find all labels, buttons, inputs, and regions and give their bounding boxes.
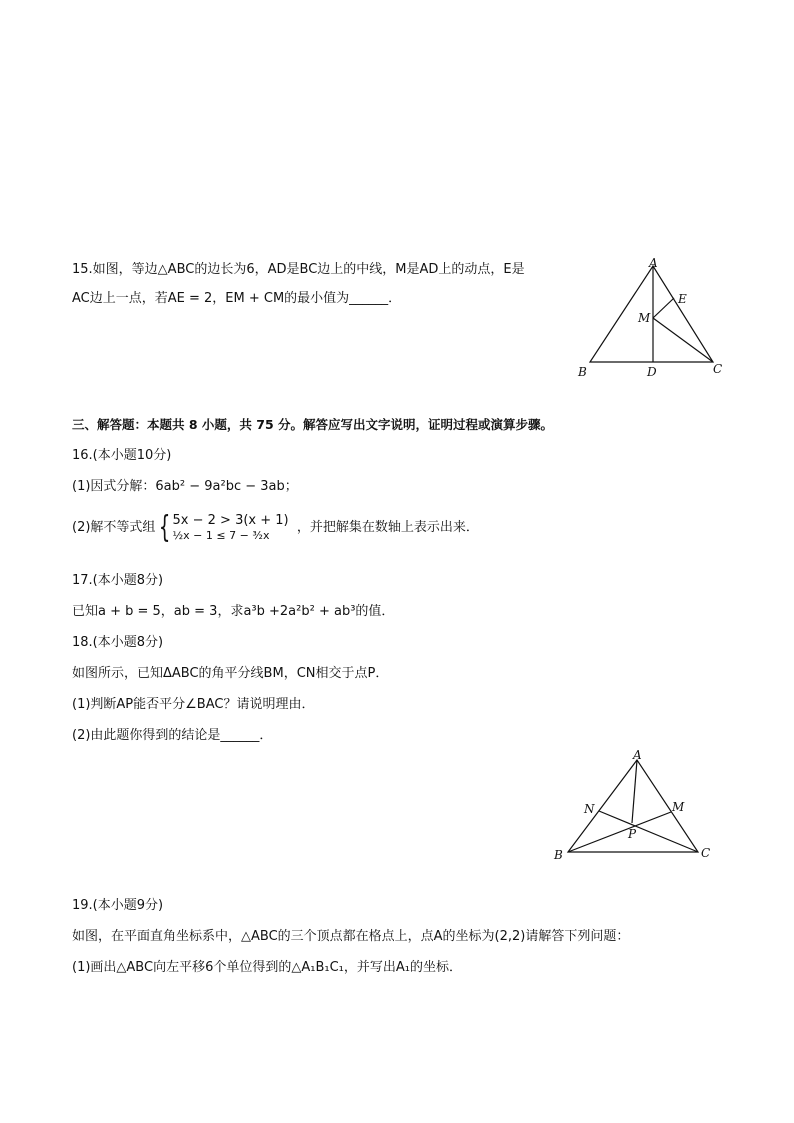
- section3-heading: 三、解答题：本题共 8 小题，共 75 分。解答应写出文字说明，证明过程或演算步骤。: [72, 417, 554, 432]
- q19-title: 19.(本小题9分): [72, 898, 164, 913]
- q18-figure: [548, 746, 723, 864]
- q16-part2: [72, 509, 479, 545]
- q15-label-b: B: [578, 365, 587, 379]
- q17-title: 17.(本小题8分): [72, 573, 164, 588]
- q16-part2-suffix: ，并把解集在数轴上表示出来．: [296, 520, 479, 535]
- q19-text: 如图，在平面直角坐标系中，△ABC的三个顶点都在格点上，点A的坐标为(2,2)请解答下列问题：: [72, 929, 630, 944]
- q15-label-d: D: [647, 365, 657, 379]
- q15-label-e: E: [678, 292, 687, 306]
- q15-figure: [575, 258, 725, 383]
- q15-segment-mc: [653, 318, 713, 362]
- q18-segment-ap: [632, 760, 637, 823]
- q17-text: 已知a + b = 5，ab = 3，求a³b +2a²b² + ab³的值．: [72, 604, 395, 619]
- q19-part1: (1)画出△ABC向左平移6个单位得到的△A₁B₁C₁，并写出A₁的坐标．: [72, 960, 462, 975]
- q15-triangle-abc: [590, 266, 713, 362]
- q15-segment-me: [653, 298, 674, 318]
- q15-label-a: A: [649, 258, 658, 270]
- q18-bisector-cn: [599, 811, 698, 852]
- q18-label-n: N: [584, 802, 595, 816]
- q15-label-c: C: [713, 362, 723, 376]
- q18-title: 18.(本小题8分): [72, 635, 164, 650]
- q18-label-a: A: [633, 748, 642, 762]
- q15-label-m: M: [638, 311, 651, 325]
- q15-line2: AC边上一点，若AE = 2，EM + CM的最小值为______．: [72, 291, 402, 306]
- q18-label-b: B: [554, 848, 563, 862]
- q15-line1: 15.如图，等边△ABC的边长为6，AD是BC边上的中线，M是AD上的动点，E是: [72, 262, 525, 277]
- q18-text: 如图所示，已知ΔABC的角平分线BM，CN相交于点P．: [72, 666, 389, 681]
- q18-part2: (2)由此题你得到的结论是______．: [72, 728, 273, 743]
- q16-ineq1: 5x − 2 > 3(x + 1): [172, 512, 289, 528]
- q18-part1: (1)判断AP能否平分∠BAC？请说明理由．: [72, 697, 315, 712]
- q16-brace: {: [159, 509, 171, 545]
- q16-part1: (1)因式分解：6ab² − 9a²bc − 3ab；: [72, 479, 298, 494]
- q16-part2-prefix: (2)解不等式组: [72, 520, 156, 535]
- q16-inequality-system: [173, 513, 289, 543]
- q18-label-m: M: [672, 800, 685, 814]
- q18-label-c: C: [701, 846, 711, 860]
- q18-label-p: P: [628, 827, 637, 841]
- q16-title: 16.(本小题10分): [72, 448, 172, 463]
- q16-ineq2: ½x − 1 ≤ 7 − ³⁄₂x: [172, 528, 270, 542]
